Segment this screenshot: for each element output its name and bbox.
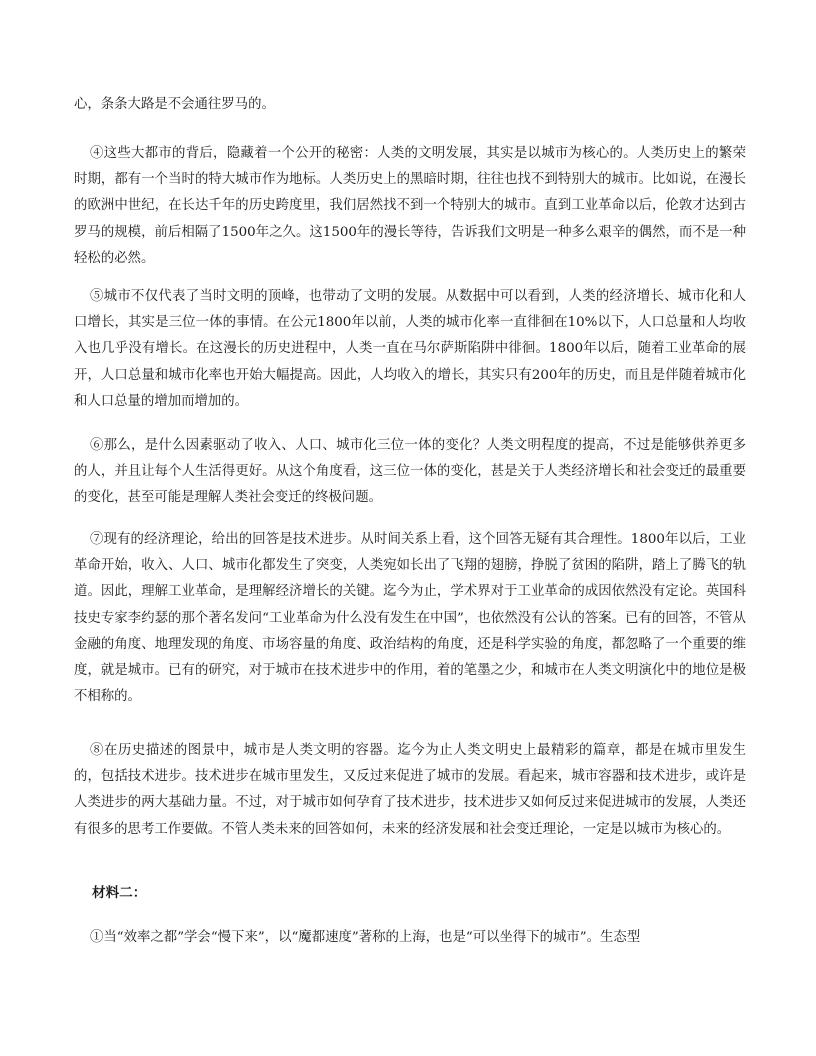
paragraph-5: ⑤城市不仅代表了当时文明的顶峰，也带动了文明的发展。从数据中可以看到，人类的经济增长、城市化和人口增长，其实是三位一体的事情。在公元1800年以前，人类的城市化率一直徘徊在10%以下，人口总量和人均收入也几乎没有增长。在这漫长的历史进程中，人类一直在马尔萨斯陷阱中徘徊。1800年以后，随着工业革命的展开，人口总量和城市化率也开始大幅提高。因此，人均收入的增长，其实只有200年的历史，而且是伴随着城市化和人口总量的增加而增加的。 xyxy=(74,289,746,409)
paragraph-4: ④这些大都市的背后，隐藏着一个公开的秘密：人类的文明发展，其实是以城市为核心的。人类历史上的繁荣时期，都有一个当时的特大城市作为地标。人类历史上的黑暗时期，往往也找不到特别大的城市。比如说，在漫长的欧洲中世纪，在长达千年的历史跨度里，我们居然找不到一个特别大的城市。直到工业革命以后，伦敦才达到古罗马的规模，前后相隔了1500年之久。这1500年的漫长等待，告诉我们文明是一种多么艰辛的偶然，而不是一种轻松的必然。 xyxy=(74,146,746,266)
paragraph-6: ⑥那么，是什么因素驱动了收入、人口、城市化三位一体的变化？人类文明程度的提高，不过是能够供养更多的人，并且让每个人生活得更好。从这个角度看，这三位一体的变化，甚是关于人类经济增长和社会变迁的最重要的变化，甚至可能是理解人类社会变迁的终极问题。 xyxy=(74,438,746,506)
paragraph-continued: 心，条条大路是不会通往罗马的。 xyxy=(74,97,275,112)
section-heading: 材料二： xyxy=(92,885,147,901)
paragraph-8: ⑧在历史描述的图景中，城市是人类文明的容器。迄今为止人类文明史上最精彩的篇章，都是在城市里发生的，包括技术进步。技术进步在城市里发生，又反过来促进了城市的发展。看起来，城市容器和技术进步，或许是人类进步的两大基础力量。不过，对于城市如何孕育了技术进步，技术进步又如何反过来促进城市的发展，人类还有很多的思考工作要做。不管人类未来的回答如何，未来的经济发展和社会变迁理论，一定是以城市为核心的。 xyxy=(74,743,746,837)
paragraph-material-2-1: ①当“效率之都”学会“慢下来”，以“魔都速度”著称的上海，也是“可以坐得下的城市”。生态型 xyxy=(90,930,641,945)
paragraph-7: ⑦现有的经济理论，给出的回答是技术进步。从时间关系上看，这个回答无疑有其合理性。1800年以后，工业革命开始，收入、人口、城市化都发生了突变，人类宛如长出了飞翔的翅膀，挣脱了贫困的陷阱，踏上了腾飞的轨道。因此，理解工业革命，是理解经济增长的关键。迄今为止，学术界对于工业革命的成因依然没有定论。英国科技史专家李约瑟的那个著名发问“工业革命为什么没有发生在中国”，也依然没有公认的答案。已有的回答，不管从金融的角度、地理发现的角度、市场容量的角度、政治结构的角度，还是科学实验的角度，都忽略了一个重要的维度，就是城市。已有的研究，对于城市在技术进步中的作用，着的笔墨之少，和城市在人类文明演化中的地位是极不相称的。 xyxy=(74,532,746,705)
